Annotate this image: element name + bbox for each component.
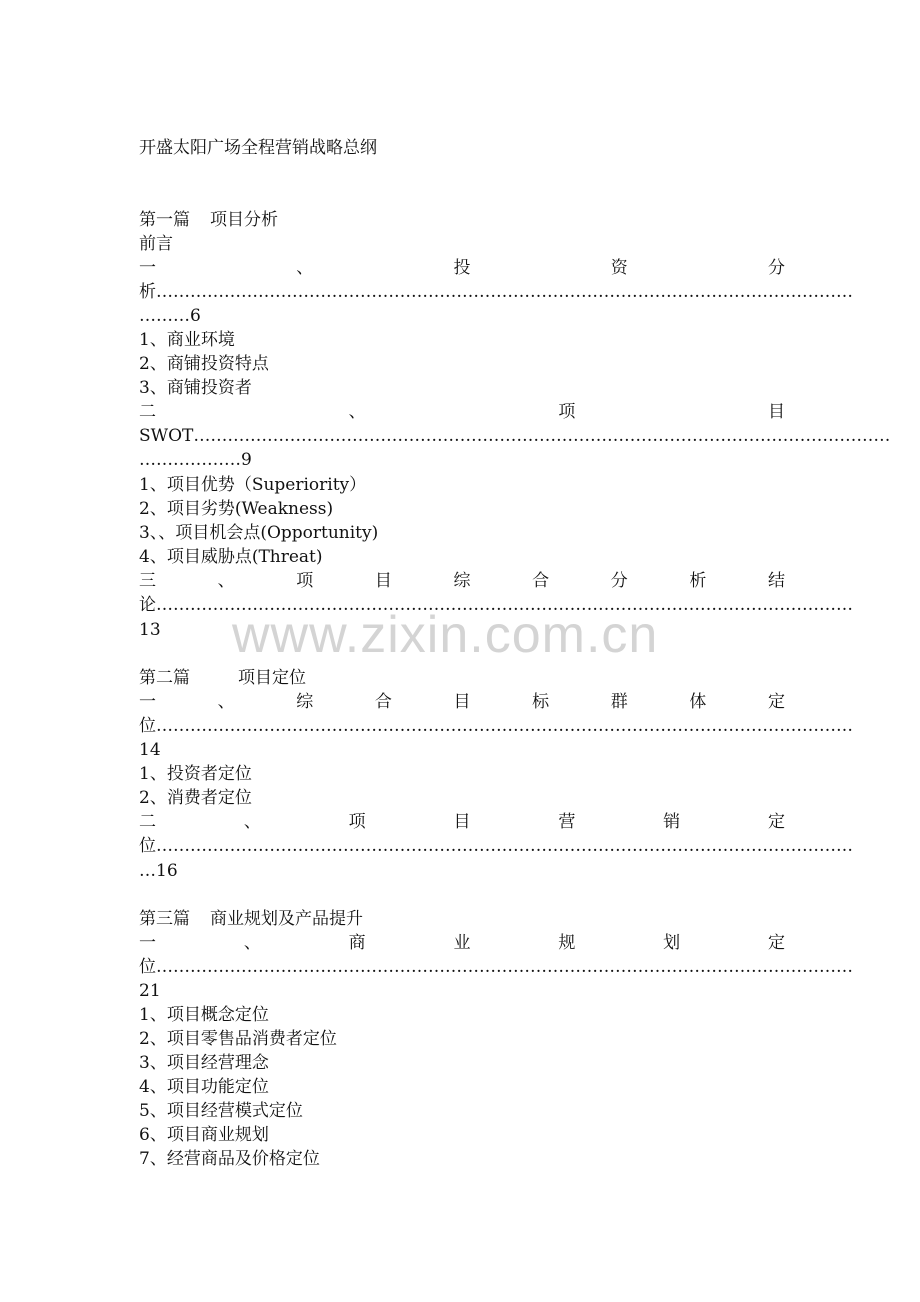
toc-char: 、 <box>296 258 314 278</box>
toc-char: 业 <box>453 933 471 953</box>
part2-heading <box>139 666 306 690</box>
part3-heading-number: 第三篇 <box>139 909 190 929</box>
toc-char: 目 <box>374 571 392 591</box>
toc-char: 规 <box>558 933 576 953</box>
toc-char: 定 <box>767 933 785 953</box>
toc-char: 目 <box>453 812 471 832</box>
part1-heading <box>139 208 278 232</box>
part1-heading-number: 第一篇 <box>139 210 190 230</box>
toc-char: 一 <box>139 692 156 712</box>
toc-char: 、 <box>217 571 235 591</box>
part2-heading-title: 项目定位 <box>238 668 306 688</box>
toc-line-p1s1 <box>139 256 785 280</box>
list-item: 1、投资者定位 <box>139 764 252 784</box>
toc-leader-lead: 位 <box>139 716 156 736</box>
toc-leader-lead: 析 <box>139 282 156 302</box>
toc-char: 、 <box>243 812 261 832</box>
toc-leader-p2s2: 位…………………………………………………………………………………………………………… <box>139 836 853 856</box>
toc-char: 二 <box>139 402 156 422</box>
toc-char: 投 <box>453 258 471 278</box>
toc-char: 项 <box>558 402 576 422</box>
toc-page-p2s2: …16 <box>139 861 178 881</box>
toc-leader-lead: 位 <box>139 836 156 856</box>
toc-line-p1s2 <box>139 400 785 424</box>
list-item: 5、项目经营模式定位 <box>139 1101 303 1121</box>
page-number: 9 <box>241 450 252 470</box>
toc-char: 一 <box>139 933 156 953</box>
page-number: 21 <box>139 981 161 1001</box>
toc-char: 销 <box>663 812 681 832</box>
part3-heading <box>139 907 363 931</box>
toc-char: 定 <box>768 692 785 712</box>
toc-char: 三 <box>139 571 156 591</box>
toc-leader-p2s1: 位…………………………………………………………………………………………………………… <box>139 716 853 736</box>
document-title: 开盛太阳广场全程营销战略总纲 <box>139 138 377 158</box>
toc-line-p1s3 <box>139 569 785 593</box>
toc-char: 定 <box>767 812 785 832</box>
list-item: 2、商铺投资特点 <box>139 354 269 374</box>
list-item: 1、项目概念定位 <box>139 1005 269 1025</box>
toc-line-p3s1 <box>139 931 785 955</box>
toc-char: 一 <box>139 258 156 278</box>
toc-leader-lead: SWOT <box>139 426 194 446</box>
list-item: 2、项目劣势(Weakness) <box>139 499 334 519</box>
toc-char: 商 <box>348 933 366 953</box>
toc-char: 分 <box>768 258 785 278</box>
toc-char: 综 <box>296 692 314 712</box>
list-item: 7、经营商品及价格定位 <box>139 1149 320 1169</box>
list-item: 1、项目优势（Superiority） <box>139 475 367 495</box>
toc-char: 合 <box>374 692 392 712</box>
list-item: 6、项目商业规划 <box>139 1125 269 1145</box>
toc-char: 二 <box>139 812 156 832</box>
toc-char: 合 <box>532 571 550 591</box>
list-item: 3、商铺投资者 <box>139 378 252 398</box>
toc-leader-lead: 位 <box>139 957 156 977</box>
list-item: 1、商业环境 <box>139 330 235 350</box>
watermark: www.zixin.com.cn <box>232 606 659 664</box>
toc-line-p2s1 <box>139 690 785 714</box>
list-item: 3、、项目机会点(Opportunity) <box>139 523 379 543</box>
toc-char: 项 <box>348 812 366 832</box>
toc-char: 资 <box>610 258 628 278</box>
toc-char: 体 <box>689 692 707 712</box>
page-number: 13 <box>139 620 161 640</box>
toc-line-p2s2 <box>139 810 785 834</box>
toc-char: 目 <box>767 402 785 422</box>
page-number: 14 <box>139 740 161 760</box>
toc-char: 项 <box>296 571 314 591</box>
toc-char: 营 <box>558 812 576 832</box>
toc-char: 、 <box>217 692 235 712</box>
list-item: 4、项目功能定位 <box>139 1077 269 1097</box>
toc-char: 、 <box>243 933 261 953</box>
part3-heading-title: 商业规划及产品提升 <box>210 909 363 929</box>
page-number: 16 <box>156 861 178 881</box>
list-item: 2、项目零售品消费者定位 <box>139 1029 337 1049</box>
toc-char: 析 <box>689 571 707 591</box>
preface: 前言 <box>139 234 173 254</box>
toc-page-p1s1: ………6 <box>139 306 201 326</box>
toc-char: 分 <box>610 571 628 591</box>
toc-char: 结 <box>768 571 785 591</box>
list-item: 4、项目威胁点(Threat) <box>139 547 323 567</box>
part2-heading-number: 第二篇 <box>139 668 190 688</box>
toc-char: 划 <box>663 933 681 953</box>
list-item: 2、消费者定位 <box>139 788 252 808</box>
toc-leader-p1s2: SWOT…………………………………………………………………………………………………………… <box>139 426 891 446</box>
list-item: 3、项目经营理念 <box>139 1053 269 1073</box>
toc-char: 群 <box>610 692 628 712</box>
toc-leader-lead: 论 <box>139 595 156 615</box>
page-number: 6 <box>190 306 201 326</box>
toc-leader-p1s3: 论…………………………………………………………………………………………………………… <box>139 595 853 615</box>
toc-leader-p3s1: 位…………………………………………………………………………………………………………… <box>139 957 853 977</box>
toc-char: 、 <box>348 402 366 422</box>
toc-leader-p1s1: 析…………………………………………………………………………………………………………… <box>139 282 853 302</box>
part1-heading-title: 项目分析 <box>210 210 278 230</box>
toc-char: 综 <box>453 571 471 591</box>
toc-char: 目 <box>453 692 471 712</box>
toc-page-p1s2: ………………9 <box>139 450 252 470</box>
toc-char: 标 <box>532 692 550 712</box>
